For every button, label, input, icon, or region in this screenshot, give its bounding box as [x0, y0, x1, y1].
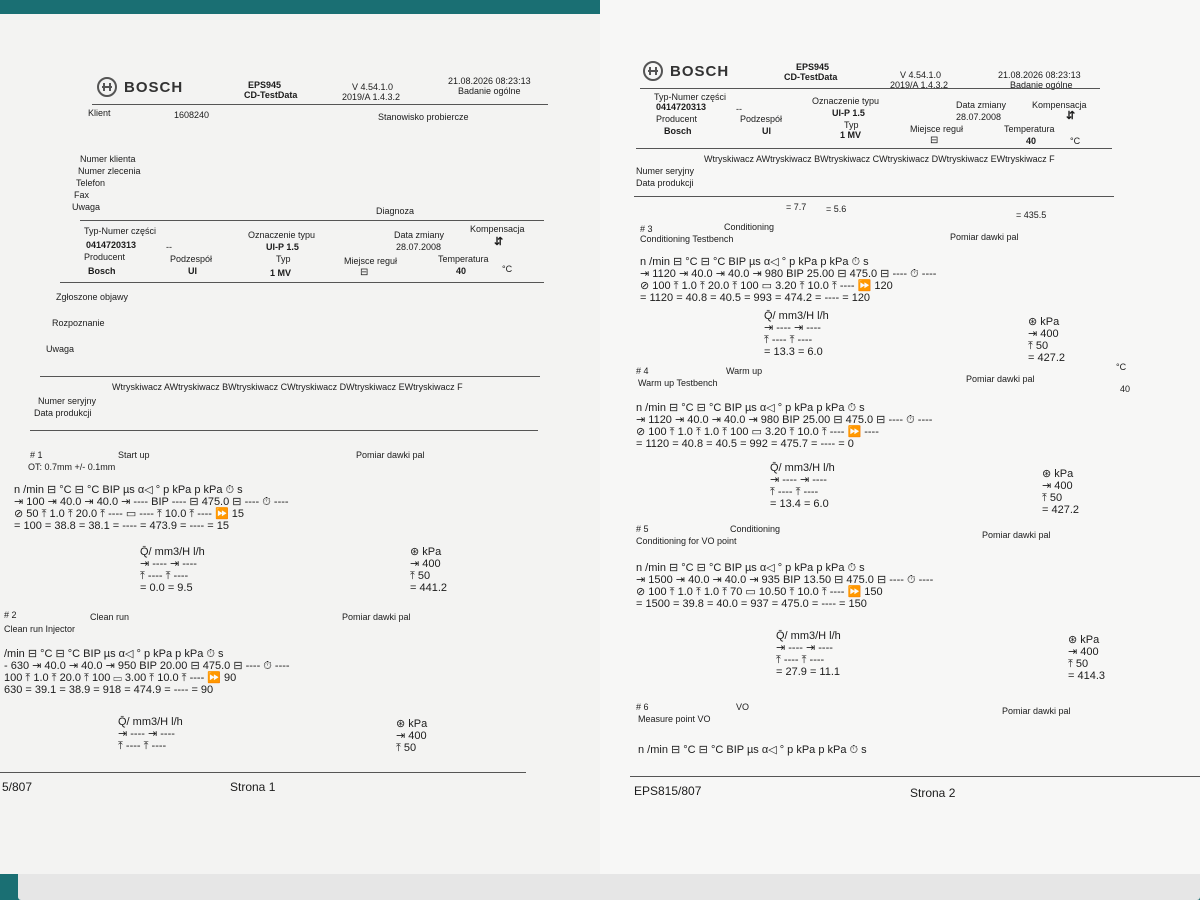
step2-row: 630 = 39.1 = 38.9 = 918 = 474.9 = ---- = 90	[4, 684, 214, 696]
temperature-value: 40	[456, 266, 467, 276]
pressure-row: ⊛ kPa	[1068, 634, 1100, 646]
step3-flow-table	[764, 310, 829, 358]
step4-subtitle: Warm up Testbench	[638, 378, 718, 388]
step1-row: = 100 = 38.8 = 38.1 = ---- = 473.9 = ---- = 15	[14, 520, 229, 532]
step5-flow-table	[776, 630, 841, 678]
field-note: Uwaga	[72, 202, 101, 212]
pressure-row: = 414.3	[1068, 670, 1106, 682]
step4-temp-unit: °C	[1116, 362, 1127, 372]
type-header: Oznaczenie typu	[248, 230, 316, 240]
step4-row: n /min ⊟ °C ⊟ °C BIP µs α◁ ° p kPa p kPa ⏱ s	[636, 402, 865, 414]
component-value: UI	[762, 126, 771, 136]
flow-row: ⤒ ---- ⤒ ----	[764, 334, 813, 346]
step1-row: ⊘ 50 ⤒ 1.0 ⤒ 20.0 ⤒ ---- ▭ ---- ⤒ 10.0 ⤒ ---- ⏩ 15	[14, 508, 244, 520]
compensation-header: Kompensacja	[470, 224, 525, 234]
serial-label: Numer seryjny	[38, 396, 97, 406]
system-name: EPS945	[248, 80, 282, 90]
part-number-header: Typ-Numer części	[654, 92, 727, 102]
step2-number: # 2	[4, 610, 17, 620]
step4-temp-value: 40	[1120, 384, 1131, 394]
step4-row: = 1120 = 40.8 = 40.5 = 992 = 475.7 = ---- = 0	[636, 438, 854, 450]
flow-row: ⤒ ---- ⤒ ----	[770, 486, 819, 498]
step5-row: n /min ⊟ °C ⊟ °C BIP µs α◁ ° p kPa p kPa ⏱ s	[636, 562, 865, 574]
bosch-armature-icon	[642, 60, 664, 82]
brand-name: BOSCH	[670, 62, 730, 80]
flow-row: Q̄/ mm3/H l/h	[140, 546, 205, 558]
flow-row: ⇥ ---- ⇥ ----	[140, 558, 197, 570]
temperature-header: Temperatura	[1004, 124, 1055, 134]
temperature-unit: °C	[1070, 136, 1081, 146]
step1-subtitle: OT: 0.7mm +/- 0.1mm	[28, 462, 116, 472]
rule-place-icon: ⊟	[930, 135, 939, 146]
pressure-row: = 427.2	[1028, 352, 1066, 364]
compensation-header: Kompensacja	[1032, 100, 1087, 110]
step2-pressure-table	[396, 718, 427, 754]
compensation-icon: ⇵	[1066, 110, 1076, 122]
change-date-header: Data zmiany	[956, 100, 1007, 110]
step1-measure-label: Pomiar dawki pal	[356, 450, 425, 460]
injector-list: Wtryskiwacz AWtryskiwacz BWtryskiwacz CWtryskiwacz DWtryskiwacz EWtryskiwacz F	[112, 382, 463, 392]
flow-row: Q̄/ mm3/H l/h	[770, 462, 835, 474]
step3-param-table	[640, 256, 1160, 304]
step1-param-table	[14, 484, 524, 532]
step5-row: = 1500 = 39.8 = 40.0 = 937 = 475.0 = ---- = 150	[636, 598, 867, 610]
step4-pressure-table	[1042, 468, 1079, 516]
step3-title: Conditioning	[724, 222, 775, 232]
change-date-value: 28.07.2008	[956, 112, 1002, 122]
producer-value: Bosch	[664, 126, 692, 136]
field-fax: Fax	[74, 190, 90, 200]
type-value: UI-P 1.5	[832, 108, 865, 118]
pressure-row: ⤒ 50	[1042, 492, 1063, 504]
pressure-row: ⇥ 400	[1028, 328, 1059, 340]
client-value: 1608240	[174, 110, 210, 120]
temperature-value: 40	[1026, 136, 1037, 146]
step3-row: ⇥ 1120 ⇥ 40.0 ⇥ 40.0 ⇥ 980 BIP 25.00 ⊟ 475.0 ⊟ ---- ⏱ ----	[640, 268, 937, 280]
step5-row: ⊘ 100 ⤒ 1.0 ⤒ 1.0 ⤒ 70 ▭ 10.50 ⤒ 10.0 ⤒ ---- ⏩ 150	[636, 586, 883, 598]
step2-flow-table	[118, 716, 183, 752]
step6-subtitle: Measure point VO	[638, 714, 711, 724]
flow-row: ⇥ ---- ⇥ ----	[764, 322, 821, 334]
type-header: Oznaczenie typu	[812, 96, 880, 106]
flow-row: = 13.4 = 6.0	[770, 498, 829, 510]
part-dash: --	[166, 242, 172, 252]
pressure-row: ⊛ kPa	[410, 546, 442, 558]
report-subtitle: Badanie ogólne	[458, 86, 521, 96]
typ-value: 1 MV	[840, 130, 862, 140]
flow-row: ⤒ ---- ⤒ ----	[776, 654, 825, 666]
temperature-unit: °C	[502, 264, 513, 274]
step6-title: VO	[736, 702, 750, 712]
pressure-row: ⊛ kPa	[396, 718, 428, 730]
step2-measure-label: Pomiar dawki pal	[342, 612, 411, 622]
typ-value: 1 MV	[270, 268, 292, 278]
step2-row: /min ⊟ °C ⊟ °C BIP µs α◁ ° p kPa p kPa ⏱ s	[4, 648, 224, 660]
flow-row: ⇥ ---- ⇥ ----	[776, 642, 833, 654]
step3-measure-label: Pomiar dawki pal	[950, 232, 1019, 242]
bosch-logo	[642, 60, 729, 82]
pressure-row: ⤒ 50	[396, 742, 417, 754]
step3-row: = 1120 = 40.8 = 40.5 = 993 = 474.2 = ---- = 120	[640, 292, 871, 304]
step5-measure-label: Pomiar dawki pal	[982, 530, 1051, 540]
field-phone: Telefon	[76, 178, 106, 188]
report-page-1	[0, 14, 600, 874]
rule-place-header: Miejsce reguł	[910, 124, 964, 134]
pressure-row: ⇥ 400	[396, 730, 427, 742]
flow-row: = 0.0 = 9.5	[140, 582, 193, 594]
complaint-label: Zgłoszone objawy	[56, 292, 129, 302]
part-number: 0414720313	[656, 102, 707, 112]
rule-place-icon: ⊟	[360, 267, 369, 278]
step5-subtitle: Conditioning for VO point	[636, 536, 737, 546]
change-date-value: 28.07.2008	[396, 242, 442, 252]
pressure-row: = 441.2	[410, 582, 448, 594]
step2-subtitle: Clean run Injector	[4, 624, 76, 634]
step3-number: # 3	[640, 224, 653, 234]
flow-row: Q̄/ mm3/H l/h	[118, 716, 183, 728]
cd-testdata: CD-TestData	[244, 90, 298, 100]
production-date-label: Data produkcji	[34, 408, 92, 418]
step2-row: - 630 ⇥ 40.0 ⇥ 40.0 ⇥ 950 BIP 20.00 ⊟ 475.0 ⊟ ---- ⏱ ----	[4, 660, 290, 672]
flow-row: ⇥ ---- ⇥ ----	[770, 474, 827, 486]
pressure-row: = 427.2	[1042, 504, 1080, 516]
flow-row: ⤒ ---- ⤒ ----	[118, 740, 167, 752]
step2-param-table	[4, 648, 524, 696]
pressure-row: ⇥ 400	[410, 558, 441, 570]
footer-page-number: Strona 2	[910, 786, 956, 800]
rule-place-header: Miejsce reguł	[344, 256, 398, 266]
pressure-row: ⇥ 400	[1042, 480, 1073, 492]
datetime: 21.08.2026 08:23:13	[998, 70, 1081, 80]
brand-name: BOSCH	[124, 78, 184, 96]
step1-flow-table	[140, 546, 205, 594]
step1-row: ⇥ 100 ⇥ 40.0 ⇥ 40.0 ⇥ ---- BIP ---- ⊟ 475.0 ⊟ ---- ⏱ ----	[14, 496, 289, 508]
version: V 4.54.1.0	[900, 70, 942, 80]
version: V 4.54.1.0	[352, 82, 394, 92]
step5-title: Conditioning	[730, 524, 781, 534]
diagnosis-label: Diagnoza	[376, 206, 415, 216]
field-order-number: Numer zlecenia	[78, 166, 141, 176]
datetime: 21.08.2026 08:23:13	[448, 76, 531, 86]
cd-testdata: CD-TestData	[784, 72, 838, 82]
step4-param-table	[636, 402, 1176, 450]
version-2: 2019/A 1.4.3.2	[342, 92, 401, 102]
step5-row: ⇥ 1500 ⇥ 40.0 ⇥ 40.0 ⇥ 935 BIP 13.50 ⊟ 475.0 ⊟ ---- ⏱ ----	[636, 574, 934, 586]
note-label: Uwaga	[46, 344, 75, 354]
step4-title: Warm up	[726, 366, 763, 376]
step1-row: n /min ⊟ °C ⊟ °C BIP µs α◁ ° p kPa p kPa ⏱ s	[14, 484, 243, 496]
temperature-header: Temperatura	[438, 254, 489, 264]
pressure-row: ⤒ 50	[1028, 340, 1049, 352]
producer-value: Bosch	[88, 266, 116, 276]
step6-number: # 6	[636, 702, 649, 712]
step5-pressure-table	[1068, 634, 1105, 682]
report-page-2	[600, 0, 1200, 874]
bench-label: Stanowisko probiercze	[378, 112, 469, 122]
step4-flow-table	[770, 462, 835, 510]
pressure-row: ⊛ kPa	[1028, 316, 1060, 328]
step4-number: # 4	[636, 366, 649, 376]
part-dash: --	[736, 104, 742, 114]
injector-list: Wtryskiwacz AWtryskiwacz BWtryskiwacz CWtryskiwacz DWtryskiwacz EWtryskiwacz F	[704, 154, 1055, 164]
component-value: UI	[188, 266, 197, 276]
serial-label: Numer seryjny	[636, 166, 695, 176]
footer-page-number: Strona 1	[230, 780, 276, 794]
summary-value-2: = 5.6	[826, 204, 847, 214]
step4-measure-label: Pomiar dawki pal	[966, 374, 1035, 384]
typ-header: Typ	[276, 254, 291, 264]
flow-row: ⤒ ---- ⤒ ----	[140, 570, 189, 582]
flow-row: Q̄/ mm3/H l/h	[776, 630, 841, 642]
client-label: Klient	[88, 108, 111, 118]
step4-row: ⊘ 100 ⤒ 1.0 ⤒ 1.0 ⤒ 100 ▭ 3.20 ⤒ 10.0 ⤒ ---- ⏩ ----	[636, 426, 879, 438]
flow-row: = 13.3 = 6.0	[764, 346, 823, 358]
step3-row: n /min ⊟ °C ⊟ °C BIP µs α◁ ° p kPa p kPa ⏱ s	[640, 256, 869, 268]
step3-pressure-table	[1028, 316, 1065, 364]
step2-row: 100 ⤒ 1.0 ⤒ 20.0 ⤒ 100 ▭ 3.00 ⤒ 10.0 ⤒ ---- ⏩ 90	[4, 672, 237, 684]
pressure-row: ⤒ 50	[410, 570, 431, 582]
part-number: 0414720313	[86, 240, 137, 250]
step5-param-table	[636, 562, 1176, 610]
flow-row: ⇥ ---- ⇥ ----	[118, 728, 175, 740]
change-date-header: Data zmiany	[394, 230, 445, 240]
step1-title: Start up	[118, 450, 150, 460]
bosch-armature-icon	[96, 76, 118, 98]
step3-row: ⊘ 100 ⤒ 1.0 ⤒ 20.0 ⤒ 100 ▭ 3.20 ⤒ 10.0 ⤒ ---- ⏩ 120	[640, 280, 893, 292]
flow-row: = 27.9 = 11.1	[776, 666, 841, 678]
step3-subtitle: Conditioning Testbench	[640, 234, 734, 244]
step2-title: Clean run	[90, 612, 130, 622]
system-name: EPS945	[796, 62, 830, 72]
footer-model: 5/807	[2, 780, 33, 794]
step5-number: # 5	[636, 524, 649, 534]
producer-header: Producent	[656, 114, 698, 124]
summary-value-3: = 435.5	[1016, 210, 1047, 220]
step4-row: ⇥ 1120 ⇥ 40.0 ⇥ 40.0 ⇥ 980 BIP 25.00 ⊟ 475.0 ⊟ ---- ⏱ ----	[636, 414, 933, 426]
summary-value-1: = 7.7	[786, 202, 807, 212]
producer-header: Producent	[84, 252, 126, 262]
step6-row: n /min ⊟ °C ⊟ °C BIP µs α◁ ° p kPa p kPa ⏱ s	[638, 744, 867, 756]
version-2: 2019/A 1.4.3.2	[890, 80, 949, 90]
type-value: UI-P 1.5	[266, 242, 299, 252]
component-header: Podzespół	[740, 114, 783, 124]
step1-number: # 1	[30, 450, 43, 460]
step6-measure-label: Pomiar dawki pal	[1002, 706, 1071, 716]
recognition-label: Rozpoznanie	[52, 318, 105, 328]
flow-row: Q̄/ mm3/H l/h	[764, 310, 829, 322]
step1-pressure-table	[410, 546, 447, 594]
step6-param-table	[638, 744, 1188, 756]
component-header: Podzespół	[170, 254, 213, 264]
bosch-logo	[96, 76, 183, 98]
pressure-row: ⇥ 400	[1068, 646, 1099, 658]
typ-header: Typ	[844, 120, 859, 130]
part-number-header: Typ-Numer części	[84, 226, 157, 236]
production-date-label: Data produkcji	[636, 178, 694, 188]
pressure-row: ⤒ 50	[1068, 658, 1089, 670]
pressure-row: ⊛ kPa	[1042, 468, 1074, 480]
compensation-icon: ⇵	[494, 236, 504, 248]
footer-model: EPS815/807	[634, 784, 702, 798]
field-customer-number: Numer klienta	[80, 154, 136, 164]
report-subtitle: Badanie ogólne	[1010, 80, 1073, 90]
